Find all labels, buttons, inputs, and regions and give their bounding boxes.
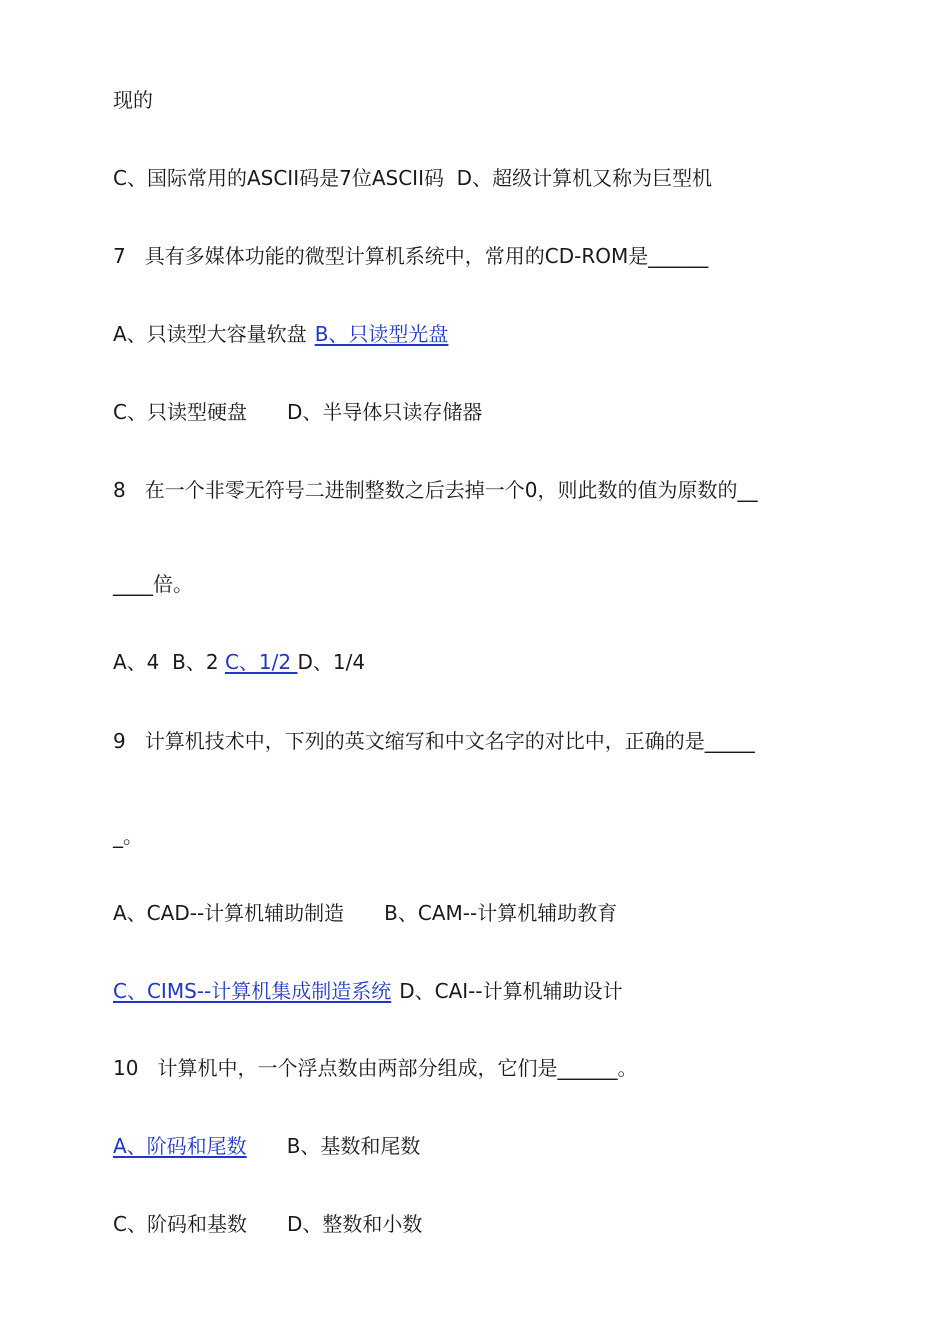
option-d: D、半导体只读存储器 (286, 400, 483, 424)
answer-link-c[interactable]: C、1/2 (224, 650, 298, 674)
question-9-stem: 9 计算机技术中，下列的英文缩写和中文名字的对比中，正确的是_____ (113, 729, 755, 753)
answer-link-c[interactable]: C、CIMS--计算机集成制造系统 (113, 979, 392, 1003)
option-b: B、CAM--计算机辅助教育 (384, 901, 618, 925)
option-a: A、只读型大容量软盘 (113, 322, 307, 346)
option-c: C、阶码和基数 (113, 1212, 247, 1236)
question-7-options-cd (113, 398, 482, 426)
question-9-stem-end: _。 (113, 824, 143, 848)
question-10-options-ab (113, 1132, 420, 1160)
question-7-options-ab (113, 320, 448, 348)
question-9-options-cd (113, 977, 623, 1005)
option-b: B、基数和尾数 (286, 1134, 421, 1158)
question-10-options-cd (113, 1210, 422, 1238)
option-d: D、整数和小数 (286, 1212, 423, 1236)
option-c: C、只读型硬盘 (113, 400, 247, 424)
question-8-options (113, 648, 365, 676)
question-8-stem: 8 在一个非零无符号二进制整数之后去掉一个0，则此数的值为原数的__ (113, 478, 758, 502)
text-line-continuation: 现的 (113, 88, 153, 112)
answer-link-a[interactable]: A、阶码和尾数 (113, 1134, 247, 1158)
option-a: A、CAD--计算机辅助制造 (113, 901, 345, 925)
question-7-stem: 7 具有多媒体功能的微型计算机系统中，常用的CD-ROM是______ (113, 244, 709, 268)
question-6-options-cd: C、国际常用的ASCII码是7位ASCII码 D、超级计算机又称为巨型机 (113, 166, 713, 190)
option-d: D、1/4 (297, 650, 366, 674)
question-10-stem: 10 计算机中，一个浮点数由两部分组成，它们是______。 (113, 1056, 638, 1080)
options-ab: A、4 B、2 (113, 650, 225, 674)
question-9-options-ab (113, 899, 617, 927)
option-d: D、CAI--计算机辅助设计 (399, 979, 623, 1003)
answer-link-b[interactable]: B、只读型光盘 (314, 322, 449, 346)
question-8-stem-end: ____倍。 (113, 572, 193, 596)
